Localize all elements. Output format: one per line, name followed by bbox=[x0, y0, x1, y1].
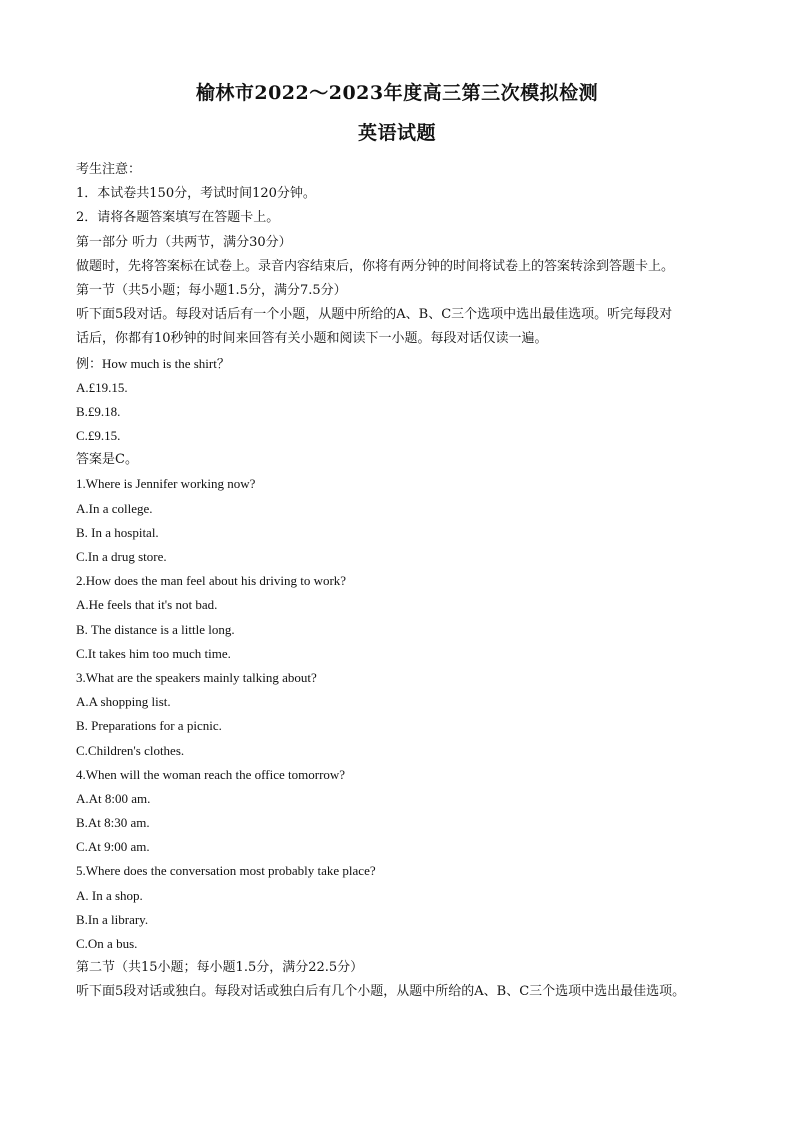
question-option: B. The distance is a little long. bbox=[76, 621, 235, 637]
example-option: B.£9.18. bbox=[76, 403, 121, 419]
question-option: A.In a college. bbox=[76, 500, 153, 516]
part1-heading: 第一部分 听力（共两节，满分30分） bbox=[76, 234, 292, 250]
question-option: A. In a shop. bbox=[76, 887, 143, 903]
exam-content bbox=[76, 158, 726, 1005]
question-option: B. Preparations for a picnic. bbox=[76, 718, 222, 734]
question-stem: 1.Where is Jennifer working now? bbox=[76, 476, 256, 492]
question-stem: 5.Where does the conversation most probably take place? bbox=[76, 863, 376, 879]
question-option: C.It takes him too much time. bbox=[76, 645, 231, 661]
part1-instruction: 做题时，先将答案标在试卷上。录音内容结束后，你将有两分钟的时间将试卷上的答案转涂到答题卡上。 bbox=[76, 258, 675, 274]
example-option: A.£19.15. bbox=[76, 379, 128, 395]
section1-instruction: 话后，你都有10秒钟的时间来回答有关小题和阅读下一小题。每段对话仅读一遍。 bbox=[76, 331, 548, 347]
section1-instruction: 听下面5段对话。每段对话后有一个小题，从题中所给的A、B、C三个选项中选出最佳选项。听完每段对 bbox=[76, 307, 673, 323]
question-option: A.At 8:00 am. bbox=[76, 790, 151, 806]
question-stem: 4.When will the woman reach the office tomorrow? bbox=[76, 766, 346, 782]
question-stem: 3.What are the speakers mainly talking about? bbox=[76, 669, 317, 685]
exam-title: 榆林市2022～2023年度高三第三次模拟检测 bbox=[195, 82, 599, 104]
example-answer: 答案是C。 bbox=[76, 452, 138, 468]
question-option: C.Children's clothes. bbox=[76, 742, 185, 758]
example-question: 例：How much is the shirt？ bbox=[76, 355, 230, 371]
question-option: B.In a library. bbox=[76, 911, 149, 927]
question-option: C.On a bus. bbox=[76, 936, 138, 951]
question-option: B. In a hospital. bbox=[76, 524, 159, 540]
question-option: B.At 8:30 am. bbox=[76, 815, 150, 831]
notice-item: 1．本试卷共150分，考试时间120分钟。 bbox=[76, 186, 316, 202]
question-option: C.At 9:00 am. bbox=[76, 839, 150, 855]
section1-heading: 第一节（共5小题；每小题1.5分，满分7.5分） bbox=[76, 282, 347, 298]
example-option: C.£9.15. bbox=[76, 428, 121, 444]
question-option: A.A shopping list. bbox=[76, 694, 171, 710]
question-stem: 2.How does the man feel about his driving to work? bbox=[76, 573, 347, 589]
question-option: A.He feels that it's not bad. bbox=[76, 597, 218, 613]
notice-heading: 考生注意： bbox=[76, 162, 142, 177]
section2-instruction: 听下面5段对话或独白。每段对话或独白后有几个小题，从题中所给的A、B、C三个选项中选出最佳选项。 bbox=[76, 984, 686, 1000]
section2-heading: 第二节（共15小题；每小题1.5分，满分22.5分） bbox=[76, 960, 364, 976]
question-option: C.In a drug store. bbox=[76, 549, 167, 564]
exam-subtitle: 英语试题 bbox=[357, 122, 436, 144]
notice-item: 2．请将各题答案填写在答题卡上。 bbox=[76, 210, 280, 226]
